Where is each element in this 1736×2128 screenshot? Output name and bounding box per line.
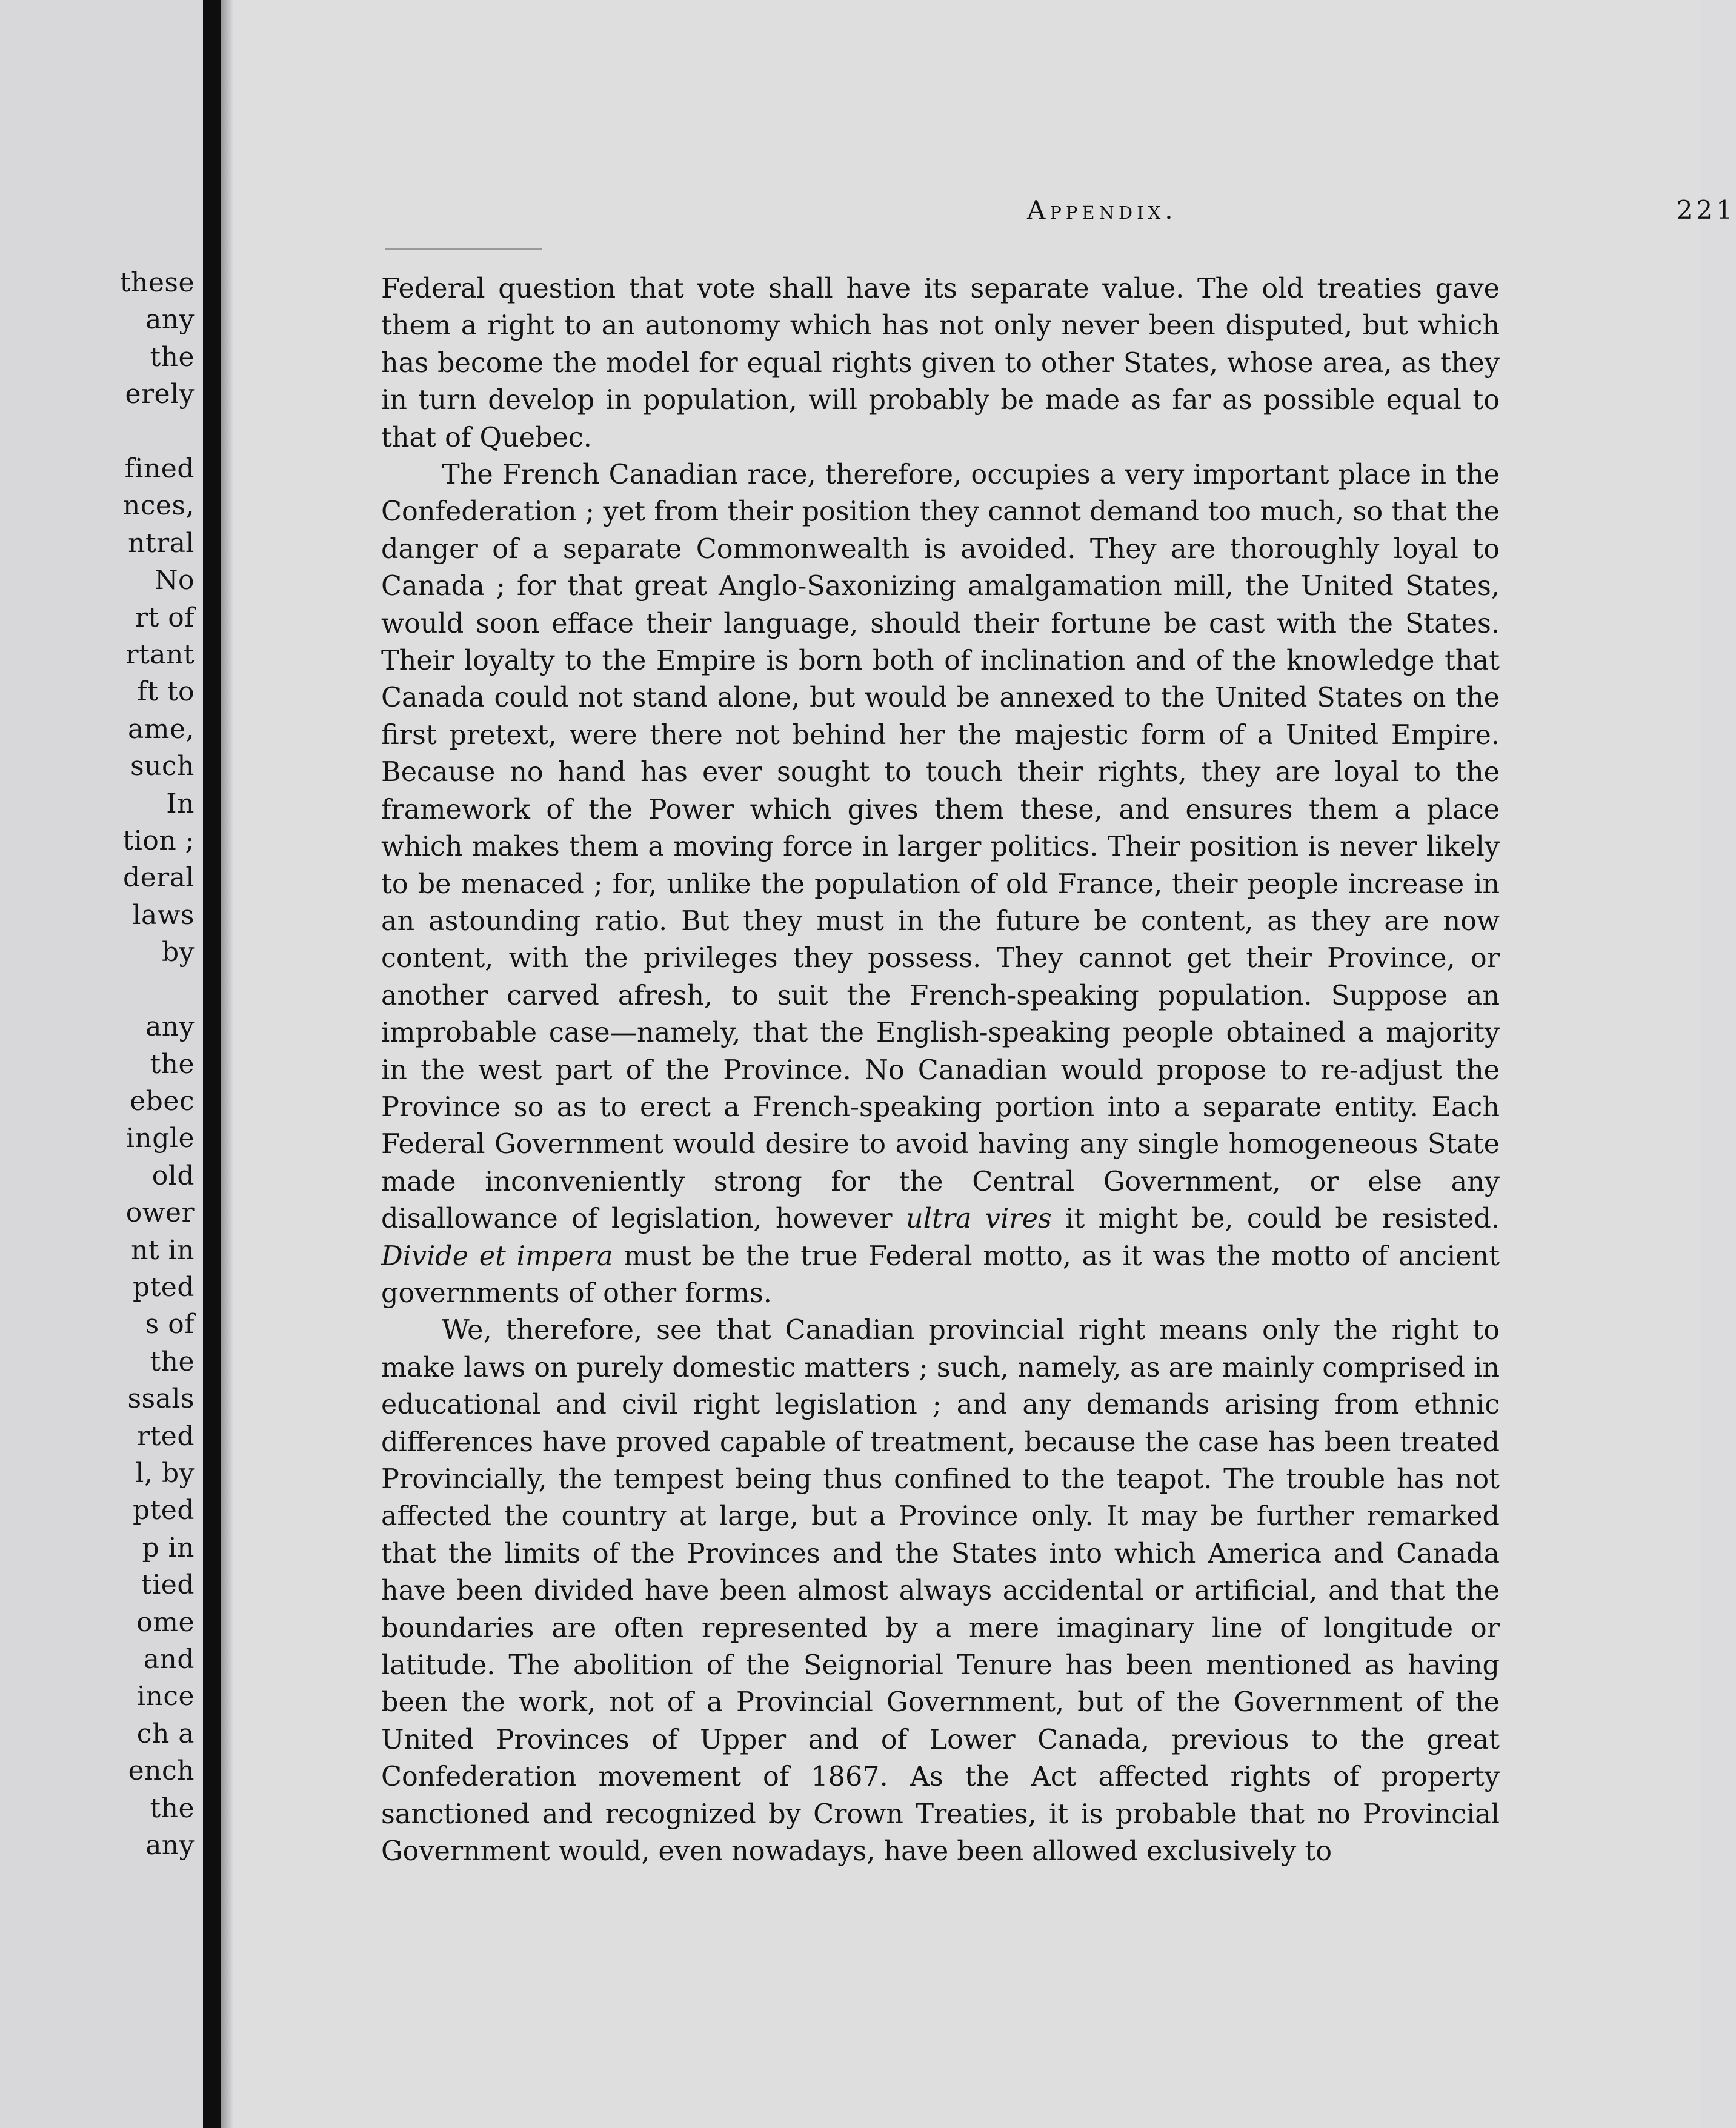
left-line-fragment: ebec (130, 1085, 195, 1117)
left-line-fragment: l, by (135, 1457, 195, 1489)
left-line-fragment: ince (136, 1681, 195, 1712)
left-line-fragment: the (150, 341, 195, 373)
left-line-fragment: rtant (125, 639, 195, 671)
paragraph-1: Federal question that vote shall have its separate value. The old treaties gave them a right to an autonomy which has not only never been disputed, but which has become the model for equal rights given to other States, whose area, as they in turn develop in population, will probably be made as far as possible equal to that of Quebec. (381, 273, 1500, 453)
left-line-fragment: ome (136, 1606, 195, 1638)
running-title: Appendix. (1027, 195, 1177, 225)
left-line-fragment: ench (128, 1755, 195, 1787)
header-rule (385, 248, 542, 250)
paragraph-2-part-a: The French Canadian race, therefore, occupies a very important place in the Confederation ; yet from their position they cannot demand too much, so that the danger of a separate Commonwealth is avoided. They are thoroughly loyal to Canada ; for that great Anglo-Saxonizing amalgamation mill, the United States, would soon efface their language, should their fortune be cast with the States. Their loyalty to the Empire is born both of inclination and of the knowledge that Canada could not stand alone, but would be annexed to the United States on the first pretext, were there not behind her the majestic form of a United Empire. Because no hand has ever sought to touch their rights, they are loyal to the framework of the Power which gives them these, and ensures them a place which makes them a moving force in larger politics. Their position is never likely to be menaced ; for, unlike the population of old France, their people increase in an astounding ratio. But they must in the future be content, as they are now content, with the privileges they possess. They cannot get their Province, or another carved afresh, to suit the French-speaking population. Suppose an improbable case—namely, that the English-speaking people obtained a majority in the west part of the Province. No Canadian would propose to re-adjust the Province so as to erect a French-speaking portion into a separate entity. Each Federal Government would desire to avoid having any single homogeneous State made inconveniently strong for the Central Government, or else any disallowance of legislation, however (381, 459, 1500, 1235)
left-line-fragment: ntral (128, 527, 195, 559)
left-line-fragment: ame, (128, 713, 195, 745)
left-line-fragment: ower (125, 1197, 195, 1229)
left-line-fragment: ch a (136, 1718, 195, 1749)
left-line-fragment: p in (142, 1532, 195, 1563)
left-line-fragment: any (145, 1830, 195, 1861)
page-number: 221 (1676, 195, 1736, 225)
left-line-fragment: ingle (125, 1123, 195, 1154)
left-line-fragment: ssals (127, 1383, 195, 1415)
left-line-fragment: the (150, 1048, 195, 1080)
left-line-fragment: erely (125, 379, 195, 410)
left-page-fragment (0, 0, 203, 2128)
left-line-fragment: fined (124, 453, 195, 485)
left-line-fragment: any (145, 1011, 195, 1043)
left-line-fragment: s of (145, 1309, 195, 1340)
paragraph-2-part-b: it might be, could be resisted. (1065, 1203, 1500, 1235)
left-line-fragment: laws (132, 899, 195, 931)
paragraph-3: We, therefore, see that Canadian provincial right means only the right to make laws on purely domestic matters ; such, namely, as are mainly comprised in educational and civil right legislation ; and any demands arising from ethnic differences have proved capable of treatment, because the case has been treated Provincially, the tempest being thus confined to the teapot. The trouble has not affected the country at large, but a Province only. It may be further remarked that the limits of the Provinces and the States into which America and Canada have been divided have been almost always accidental or artificial, and that the boundaries are often represented by a mere imaginary line of longitude or latitude. The abolition of the Seignorial Tenure has been mentioned as having been the work, not of a Provincial Government, but of the Government of the United Provinces of Upper and of Lower Canada, previous to the great Confederation movement of 1867. As the Act affected rights of property sanctioned and recognized by Crown Treaties, it is probable that no Provincial Government would, even nowadays, have been allowed exclusively to (381, 1315, 1500, 1867)
running-head (379, 195, 1736, 231)
left-line-fragment: nt in (131, 1234, 195, 1266)
left-line-fragment: the (150, 1792, 195, 1824)
paragraph-2 (381, 456, 1500, 1312)
right-page (233, 0, 1736, 2128)
paragraph-2-part-c: must be the true Federal motto, as it was the motto of ancient governments of other forms. (381, 1240, 1500, 1309)
left-line-fragment: In (166, 788, 195, 819)
left-line-fragment: No (155, 565, 195, 596)
gutter-shadow (221, 0, 233, 2128)
left-line-fragment: tied (141, 1569, 195, 1601)
left-line-fragment: by (161, 937, 195, 968)
left-line-fragment: nces, (122, 490, 195, 522)
left-line-fragment: rted (137, 1420, 195, 1452)
left-line-fragment: ft to (137, 676, 195, 708)
left-line-gap (120, 413, 195, 450)
left-line-fragment: pted (132, 1271, 195, 1303)
left-line-fragment: old (151, 1160, 195, 1191)
left-line-fragment: the (150, 1346, 195, 1377)
left-line-gap (120, 971, 195, 1008)
left-line-fragment: any (145, 304, 195, 336)
left-line-fragment: deral (122, 862, 195, 894)
left-line-fragment: pted (132, 1495, 195, 1526)
left-line-fragment: tion ; (122, 825, 195, 857)
left-line-fragment: and (143, 1644, 195, 1675)
left-line-fragment: these (119, 267, 195, 298)
italic-ultra-vires: ultra vires (905, 1203, 1052, 1235)
body-text (381, 270, 1500, 1870)
book-gutter (203, 0, 221, 2128)
italic-divide-et-impera: Divide et impera (381, 1240, 613, 1272)
left-page-line-fragments (120, 264, 195, 1864)
left-line-fragment: such (130, 751, 195, 782)
left-line-fragment: rt of (135, 602, 195, 633)
